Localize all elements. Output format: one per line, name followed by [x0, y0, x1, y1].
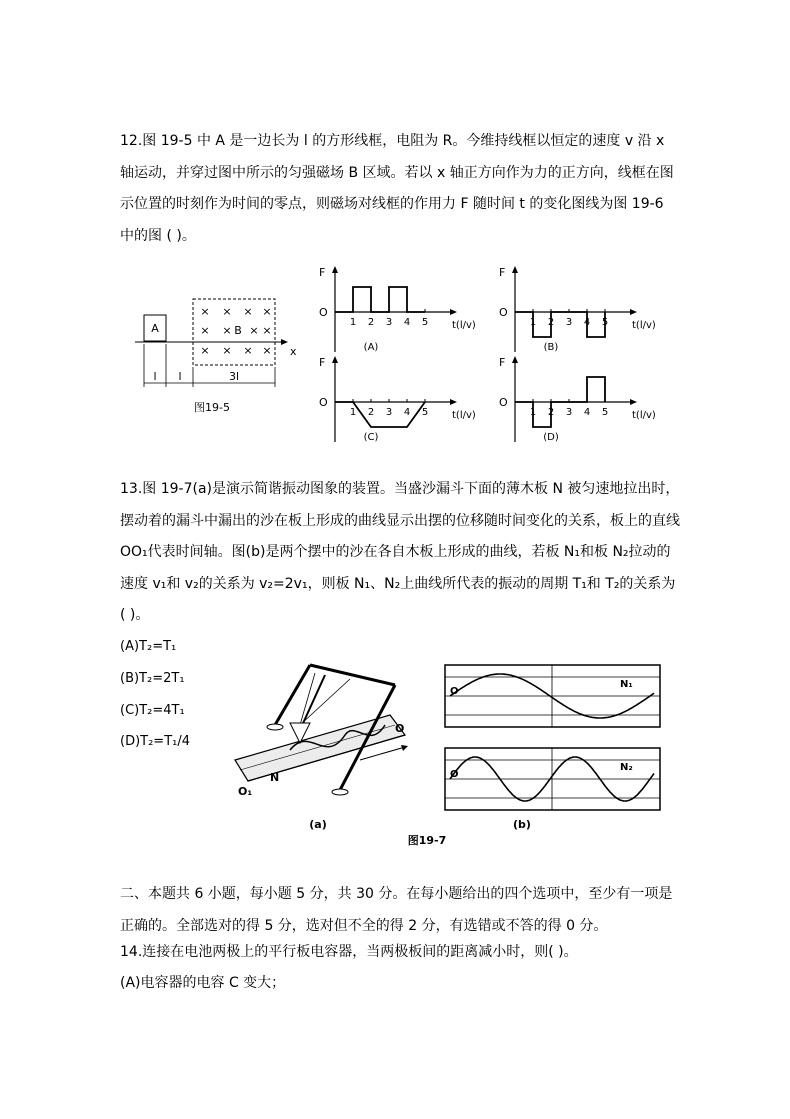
- f-axis-label: F: [319, 266, 326, 279]
- tick-label: 3: [565, 317, 573, 328]
- graph-c: [315, 352, 476, 452]
- time-unit-label: t(l/v): [452, 410, 476, 421]
- svg-text:×: ×: [262, 324, 272, 337]
- graph-label: (A): [363, 342, 379, 353]
- force-curve: [335, 287, 425, 312]
- subfig-b-label: (b): [513, 818, 531, 831]
- tick-label: 1: [349, 407, 357, 418]
- f-axis-arrow: [512, 356, 518, 363]
- tick-label: 4: [403, 317, 411, 328]
- question-14-text: 14.连接在电池两极上的平行板电容器，当两极板间的距离减小时，则( )。: [120, 944, 578, 960]
- svg-text:×: ×: [243, 305, 253, 318]
- svg-text:×: ×: [200, 324, 210, 337]
- origin-label: O: [499, 306, 508, 319]
- tick-label: 3: [565, 407, 573, 418]
- svg-text:×: ×: [262, 344, 272, 357]
- tick-label: 2: [367, 407, 375, 418]
- section-2-instructions: 二、本题共 6 小题，每小题 5 分，共 30 分。在每小题给出的四个选项中，至少有一项是正确的。全部选对的得 5 分，选对但不全的得 2 分，有选错或不答的得 0 分。: [120, 886, 673, 934]
- svg-text:×: ×: [200, 305, 210, 318]
- tick-label: 3: [385, 407, 393, 418]
- figure-19-5-caption: 图19-5: [194, 401, 230, 414]
- t-axis-arrow: [630, 399, 637, 405]
- graph-label: (B): [543, 342, 559, 353]
- frame-label: A: [151, 322, 159, 335]
- dim-label-3: 3l: [228, 370, 240, 383]
- question-12-text: 12.图 19-5 中 A 是一边长为 l 的方形线框，电阻为 R。今维持线框以恒定的速度 v 沿 x 轴运动，并穿过图中所示的匀强磁场 B 区域。若以 x 轴正方向作为力的正方向，线框在图示位置的时刻作为时间的零点，则磁场对线框的作用力 F 随时间 t 的变化图线为图 19-6 中的图 ( )。: [120, 133, 674, 244]
- tick-label: 5: [421, 317, 429, 328]
- dim-label-2: l: [178, 370, 182, 383]
- label-o1: O₁: [238, 785, 253, 798]
- figure-19-7-caption: 图19-7: [407, 834, 447, 847]
- option-b: (B)T₂=2T₁: [120, 671, 185, 686]
- svg-text:×: ×: [243, 344, 253, 357]
- question-14-option-a: (A)电容器的电容 C 变大；: [120, 975, 286, 991]
- time-unit-label: t(l/v): [632, 410, 656, 421]
- svg-text:×: ×: [222, 324, 232, 337]
- graph-label: (C): [363, 432, 379, 443]
- label-curve-n1: N₁: [620, 679, 633, 690]
- graph-label: (D): [543, 432, 559, 443]
- time-unit-label: t(l/v): [452, 320, 476, 331]
- tick-label: 5: [601, 407, 609, 418]
- graph-a: [315, 262, 476, 357]
- figure-19-7-caption-wrap: [400, 830, 460, 850]
- tick-label: 1: [349, 317, 357, 328]
- option-c: (C)T₂=4T₁: [120, 703, 185, 718]
- tick-label: 3: [385, 317, 393, 328]
- f-axis-label: F: [319, 356, 326, 369]
- time-unit-label: t(l/v): [632, 320, 656, 331]
- figure-19-5: [130, 292, 305, 422]
- origin-label: O: [319, 396, 328, 409]
- label-o: O: [395, 722, 405, 735]
- tick-label: 1: [529, 407, 537, 418]
- tick-label: 2: [547, 407, 555, 418]
- dim-label-1: l: [153, 370, 157, 383]
- label-o-b: O: [450, 686, 459, 697]
- force-curve: [335, 402, 425, 427]
- wood-board-n: [235, 715, 405, 781]
- svg-text:×: ×: [262, 305, 272, 318]
- tick-label: 5: [601, 317, 609, 328]
- t-axis-arrow: [630, 309, 637, 315]
- tick-label: 1: [529, 317, 537, 328]
- t-axis-arrow: [450, 399, 457, 405]
- label-curve-n2: N₂: [620, 762, 633, 773]
- f-axis-arrow: [332, 356, 338, 363]
- figure-19-7a-apparatus: [230, 655, 420, 835]
- option-a: (A)T₂=T₁: [120, 639, 177, 654]
- subfig-a-label: (a): [309, 818, 327, 831]
- tick-label: 2: [547, 317, 555, 328]
- question-13-text: 13.图 19-7(a)是演示简谐振动图象的装置。当盛沙漏斗下面的薄木板 N 被匀速地拉出时，摆动着的漏斗中漏出的沙在板上形成的曲线显示出摆的位移随时间变化的关系，板上的直线 OO₁代表时间轴。图(b)是两个摆中的沙在各自木板上形成的曲线，若板 N₁和板 N₂拉动的速度 v₁和 v₂的关系为 v₂=2v₁，则板 N₁、N₂上曲线所代表的振动的周期 T₁和 T₂的关系为( )。: [120, 481, 680, 623]
- x-axis-arrow: [281, 339, 288, 345]
- tick-label: 2: [367, 317, 375, 328]
- f-axis-label: F: [499, 356, 506, 369]
- svg-text:×: ×: [222, 344, 232, 357]
- svg-text:×: ×: [222, 305, 232, 318]
- tick-label: 4: [583, 317, 591, 328]
- figure-19-7b-curves: [440, 660, 665, 835]
- f-axis-label: F: [499, 266, 506, 279]
- f-axis-arrow: [512, 266, 518, 273]
- field-label: B: [234, 324, 242, 337]
- graph-d: [495, 352, 665, 452]
- tick-label: 4: [583, 407, 591, 418]
- x-axis-label: x: [290, 345, 297, 358]
- f-axis-arrow: [332, 266, 338, 273]
- origin-label: O: [319, 306, 328, 319]
- graph-b: [495, 262, 665, 357]
- tick-label: 5: [421, 407, 429, 418]
- svg-text:×: ×: [200, 344, 210, 357]
- label-n: N: [270, 771, 280, 784]
- force-curve: [515, 312, 605, 337]
- t-axis-arrow: [450, 309, 457, 315]
- origin-label: O: [499, 396, 508, 409]
- tick-label: 4: [403, 407, 411, 418]
- option-d: (D)T₂=T₁/4: [120, 734, 191, 749]
- label-o-b: O: [450, 769, 459, 780]
- svg-text:×: ×: [249, 324, 259, 337]
